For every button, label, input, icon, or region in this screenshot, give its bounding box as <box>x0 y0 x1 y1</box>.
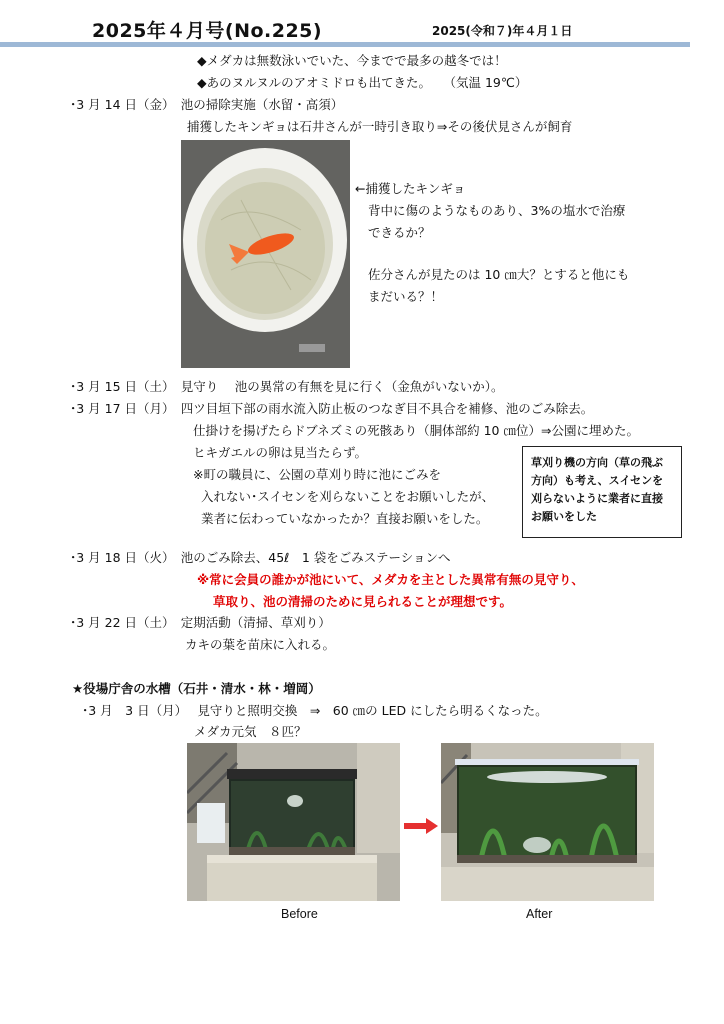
after-photo <box>441 743 654 901</box>
issue-date: 2025(令和７)年４月１日 <box>432 24 573 38</box>
goldfish-caption-4: 佐分さんが見たのは 10 ㎝大？とすると他にも <box>368 267 630 282</box>
goldfish-caption-1: ←捕獲したキンギョ <box>355 181 466 196</box>
entry-0317-line-3: ※町の職員に、公園の草刈り時に池にごみを <box>193 467 441 482</box>
entry-0303-heading: ･3 月 3 日（月） 見守りと照明交換 ⇒ 60 ㎝の LED にしたら明るくなった。 <box>82 703 548 718</box>
before-photo <box>187 743 400 901</box>
intro-line-1: ◆メダカは無数泳いでいた、今までで最多の越冬では！ <box>197 53 507 68</box>
entry-0317-line-2: ヒキガエルの卵は見当たらず。 <box>193 445 368 460</box>
intro-line-2: ◆あのヌルヌルのアオミドロも出てきた。 （気温 19℃） <box>197 75 528 90</box>
entry-0317-line-4: 入れない･スイセンを刈らないことをお願いしたが、 <box>201 489 495 504</box>
goldfish-caption-3: できるか？ <box>368 225 431 240</box>
office-tank-title: ★役場庁舎の水槽（石井・清水・林・増岡） <box>72 681 321 696</box>
before-caption: Before <box>281 907 318 921</box>
entry-0315-heading: ･3 月 15 日（土） 見守り 池の異常の有無を見に行く（金魚がいないか）。 <box>70 379 504 394</box>
goldfish-caption-5: まだいる？！ <box>368 289 444 304</box>
header-rule <box>0 42 690 47</box>
entry-0317-line-5: 業者に伝わっていなかったか？直接お願いをした。 <box>201 511 489 526</box>
ideal-note-line-1: ※常に会員の誰かが池にいて、メダカを主とした異常有無の見守り、 <box>197 572 584 587</box>
ideal-note-line-2: 草取り、池の清掃のために見られることが理想です。 <box>213 594 513 609</box>
entry-0317-heading: ･3 月 17 日（月） 四ツ目垣下部の雨水流入防止板のつなぎ目不具合を補修、池のごみ除去。 <box>70 401 594 416</box>
entry-0314-sub: 捕獲したキンギョは石井さんが一時引き取り⇒その後伏見さんが飼育 <box>187 119 573 134</box>
after-caption: After <box>526 907 553 921</box>
entry-0318-heading: ･3 月 18 日（火） 池のごみ除去、45ℓ 1 袋をごみステーションへ <box>70 550 451 565</box>
mowing-note-box: 草刈り機の方向（草の飛ぶ方向）も考え、スイセンを刈らないように業者に直接お願いをした <box>522 446 682 538</box>
newsletter-issue: 2025年４月号(No.225) <box>92 20 323 42</box>
entry-0303-sub: メダカ元気 ８匹？ <box>194 724 307 739</box>
goldfish-photo <box>181 140 350 368</box>
entry-0322-heading: ･3 月 22 日（土） 定期活動（清掃、草刈り） <box>70 615 331 630</box>
goldfish-caption-2: 背中に傷のようなものあり、3%の塩水で治療 <box>368 203 626 218</box>
entry-0317-line-1: 仕掛けを揚げたらドブネズミの死骸あり（胴体部約 10 ㎝位）⇒公園に埋めた。 <box>193 423 639 438</box>
right-arrow-icon <box>404 818 438 834</box>
entry-0322-sub: カキの葉を苗床に入れる。 <box>185 637 336 652</box>
entry-0314-heading: ･3 月 14 日（金） 池の掃除実施（水留・高須） <box>70 97 344 112</box>
